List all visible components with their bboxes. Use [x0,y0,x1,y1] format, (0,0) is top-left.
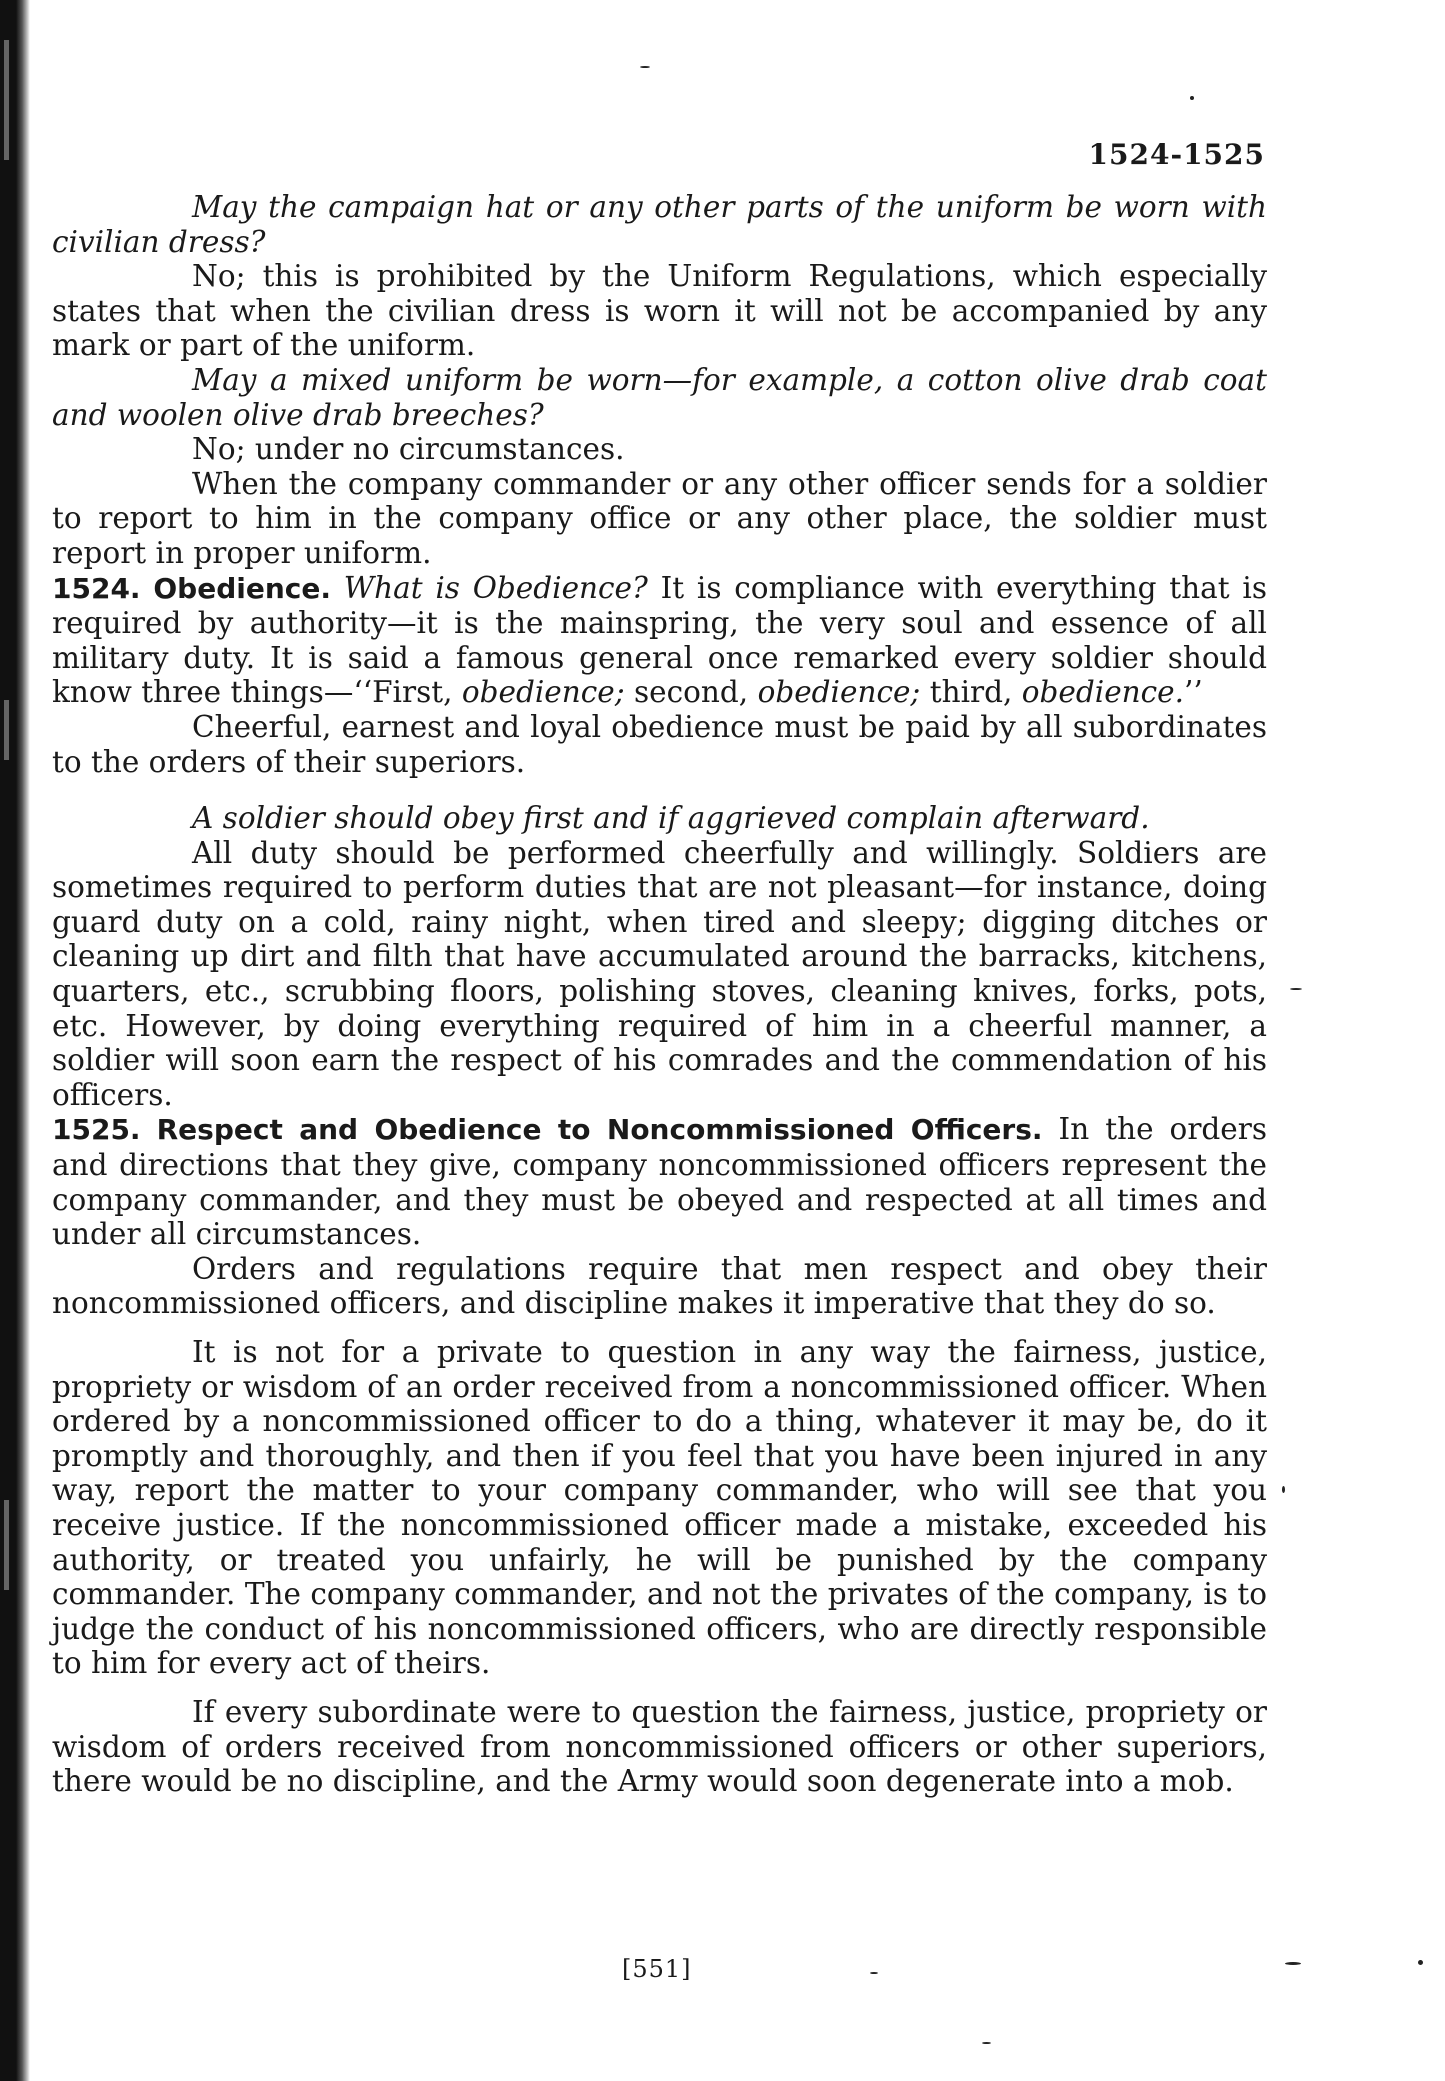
question-civilian-dress: May the campaign hat or any other parts of the uniform be worn with civilian dress? [52,190,1267,259]
section-title: Respect and Obedience to Noncommissioned Officers. [156,1113,1043,1147]
scan-speck [1290,988,1302,990]
section-1524 [52,571,1267,710]
emphasis-obedience-first: obedience; [461,675,625,710]
running-header-section-range: 1524-1525 [1088,138,1265,171]
paragraph-report-in-uniform: When the company commander or any other officer sends for a soldier to report to him in the company office or any other place, the soldier must report in proper uniform. [52,466,1267,570]
emphasis-obedience-second: obedience; [757,675,921,710]
scan-speck [1418,1960,1423,1965]
section-text: second, [624,675,758,710]
section-question: What is Obedience? [343,570,648,605]
scan-speck [1282,1486,1285,1493]
paragraph-cheerful-obedience: Cheerful, earnest and loyal obedience must be paid by all subordinates to the orders of their superiors. [52,709,1267,779]
scan-speck [1190,96,1194,100]
paragraph-not-for-private: It is not for a private to question in any way the fairness, justice, propriety or wisdom of an order received from a noncommissioned officer. When ordered by a noncommissioned officer to do a thing, whatever it may be, do it promptly and thoroughly, and then if you feel that you have been injured in any way, report the matter to your company commander, who will see that you receive justice. If the noncommissioned officer made a mistake, exceeded his authority, or treated you unfairly, he will be punished by the company commander. The company commander, and not the privates of the company, is to judge the conduct of his noncommissioned officers, who are directly responsible to him for every act of theirs. [52,1335,1267,1681]
section-text: In the orders and directions that they give, company noncommissioned officers represent the company commander, and they must be obeyed and respected at all times and under all circumstances. [52,1112,1267,1252]
answer-mixed-uniform: No; under no circumstances. [192,432,625,467]
maxim-obey-first: A soldier should obey first and if aggrieved complain afterward. [192,801,1150,836]
answer-civilian-dress: No; this is prohibited by the Uniform Regulations, which especially states that when the civilian dress is worn it will not be accompanied by any mark or part of the uniform. [52,259,1267,363]
section-number: 1525. [52,1113,141,1147]
scan-speck [640,66,650,68]
paragraph-orders-regulations: Orders and regulations require that men respect and obey their noncommissioned officers, and discipline makes it imperative that they do so. [52,1251,1267,1321]
section-text: third, [920,675,1022,710]
book-binding-edge [0,0,30,2081]
paragraph-no-discipline: If every subordinate were to question the fairness, justice, propriety or wisdom of orders received from noncommissioned officers or other superiors, there would be no discipline, and the Army would soon degenerate into a mob. [52,1694,1267,1799]
section-number: 1524. [52,571,141,605]
section-title: Obedience. [153,571,331,605]
emphasis-obedience-third: obedience. [1021,675,1185,710]
page-number: [551] [622,1955,692,1983]
section-1525 [52,1112,1267,1251]
scan-speck [870,1972,878,1974]
question-mixed-uniform: May a mixed uniform be worn—for example, a cotton olive drab coat and woolen olive drab breeches? [52,362,1267,432]
paragraph-duty-cheerfully: All duty should be performed cheerfully and willingly. Soldiers are sometimes required to perform duties that are not pleasant—for instance, doing guard duty on a cold, rainy night, when tired and sleepy; digging ditches or cleaning up dirt and filth that have accumulated around the barracks, kitchens, quarters, etc., scrubbing floors, polishing stoves, cleaning knives, forks, pots, etc. However, by doing everything required of him in a cheerful manner, a soldier will soon earn the respect of his comrades and the commendation of his officers. [52,835,1267,1112]
scan-speck [982,2042,991,2044]
section-text: It is compliance with everything that is required by authority—it is the mainspring, the very soul and essence of all military duty. It is said a famous general once remarked every soldier should know three things—‘‘First, [52,570,1267,710]
section-text: ’’ [1184,675,1203,710]
page-body [52,190,1267,1799]
scan-speck [1285,1962,1301,1965]
